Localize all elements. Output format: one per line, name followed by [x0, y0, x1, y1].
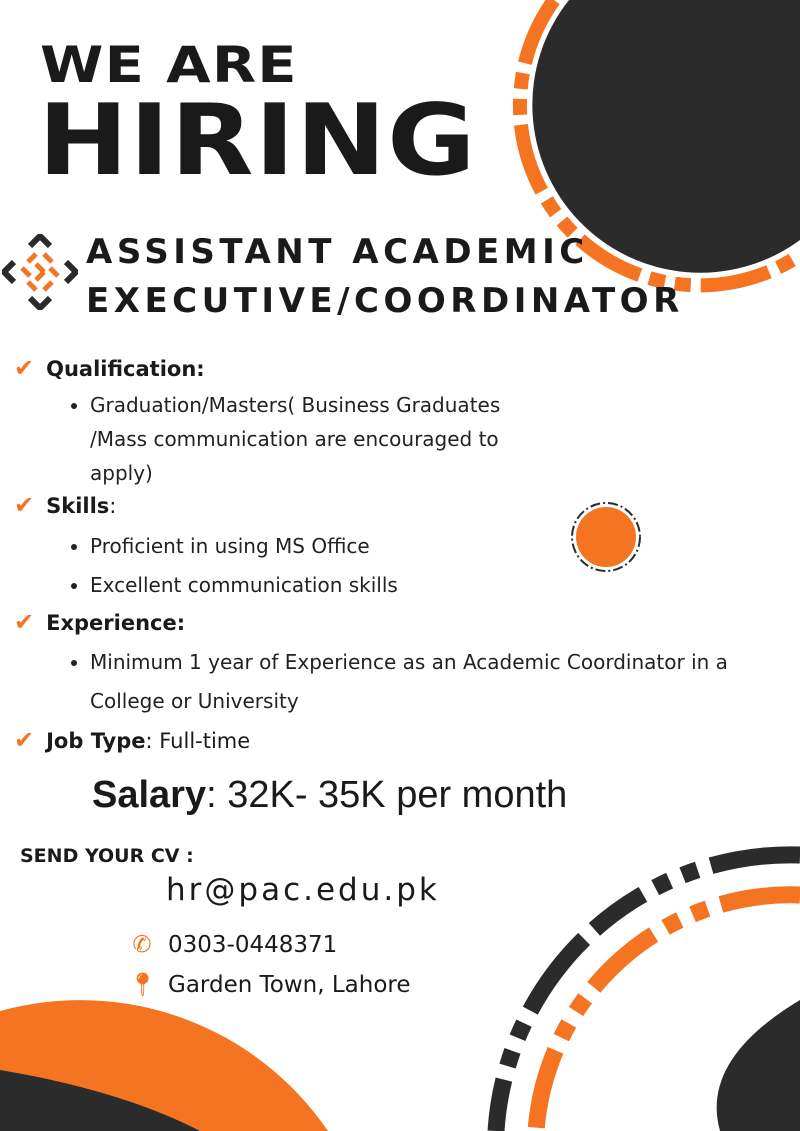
headline-we-are: WE ARE [40, 36, 298, 94]
diamond-logo-icon [2, 234, 78, 310]
checkmark-icon: ✔ [14, 608, 35, 636]
list-item: • Excellent communication skills [90, 566, 398, 605]
qualification-list [70, 388, 540, 490]
headline-hiring: HIRING [38, 84, 477, 198]
phone [128, 932, 337, 958]
experience-list [70, 643, 750, 721]
small-orange-circle [576, 507, 636, 567]
job-title-line2: EXECUTIVE/COORDINATOR [86, 281, 684, 321]
section-job-type: ✔ Job Type: Full-time [14, 726, 251, 754]
address [128, 971, 411, 998]
section-qualification: ✔ Qualification: [14, 354, 205, 382]
section-skills: ✔ Skills: [14, 491, 117, 519]
list-item: • Graduation/Masters( Business Graduates /Mass communication are encouraged to apply) [90, 388, 540, 490]
checkmark-icon: ✔ [14, 491, 35, 519]
skills-list [70, 527, 398, 605]
email-link[interactable]: hr@pac.edu.pk [166, 872, 440, 908]
phone-number[interactable]: 0303-0448371 [168, 932, 338, 958]
job-title [86, 228, 684, 326]
send-cv-label: SEND YOUR CV : [20, 845, 194, 867]
phone-icon: ✆ [132, 932, 152, 958]
bottom-right-dark-blob [717, 1000, 800, 1131]
checkmark-icon: ✔ [14, 354, 35, 382]
section-experience: ✔ Experience: [14, 608, 186, 636]
list-item: • Minimum 1 year of Experience as an Academic Coordinator in a College or University [90, 643, 750, 721]
location-pin-icon: 📍︎ [128, 972, 158, 998]
job-title-line1: ASSISTANT ACADEMIC [86, 232, 589, 272]
address-text: Garden Town, Lahore [168, 971, 411, 998]
checkmark-icon: ✔ [14, 726, 35, 754]
list-item: • Proficient in using MS Office [90, 527, 398, 566]
salary: Salary: 32K- 35K per month [92, 774, 568, 816]
